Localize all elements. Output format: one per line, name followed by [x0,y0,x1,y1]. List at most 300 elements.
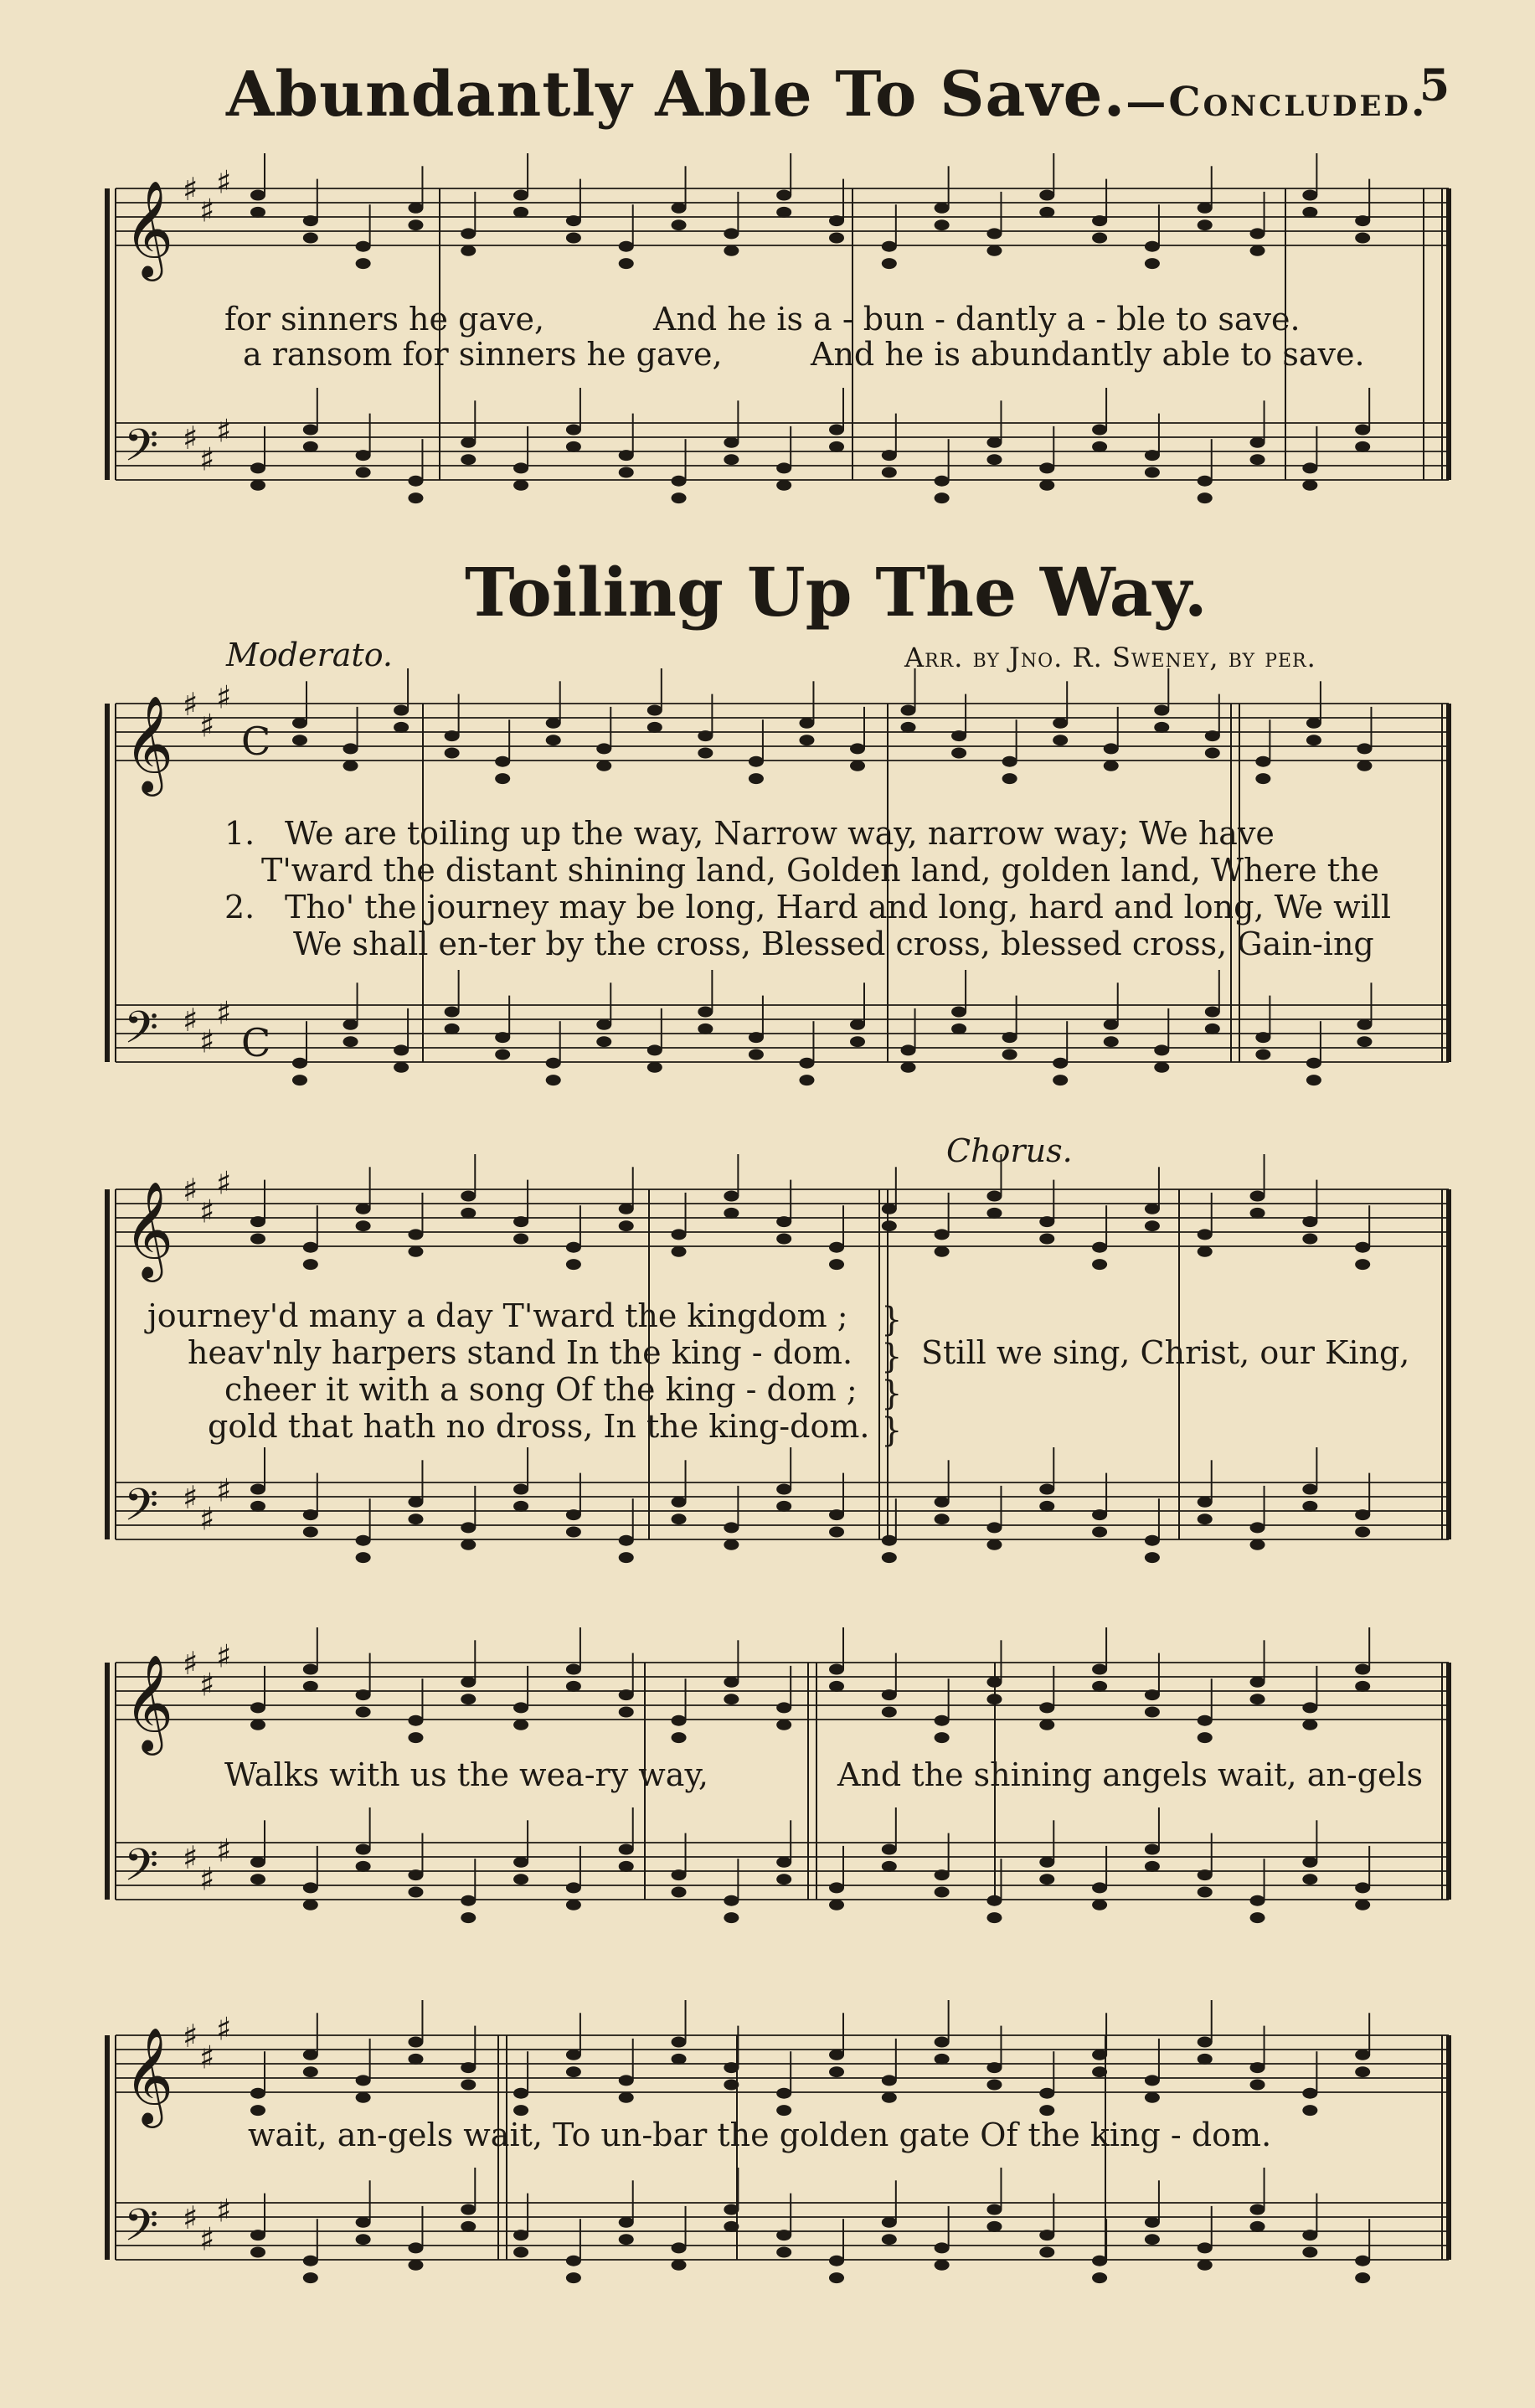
notehead [250,1216,265,1227]
notehead [1092,215,1107,226]
notehead [672,2260,687,2271]
notehead [1145,258,1160,269]
verse-brace: } [881,1411,903,1450]
arranger-credit: Arr. by Jno. R. Sweney, by per. [904,642,1316,673]
notehead [829,1509,844,1520]
notehead [1198,1715,1213,1726]
notehead [1355,2272,1370,2283]
lyric-line: heav'nly harpers stand In the king - dom. [188,1334,853,1371]
notehead [935,2037,950,2048]
notehead [1357,743,1372,754]
notehead [1145,1707,1160,1718]
notehead [986,1522,1002,1533]
notehead [1104,761,1119,771]
notehead [1355,2256,1370,2266]
notehead [461,245,476,256]
notehead [724,1191,739,1202]
notehead [1198,1887,1213,1898]
notehead [546,718,561,729]
notehead [1145,1689,1160,1700]
notehead [1002,1032,1017,1043]
notehead [566,1242,581,1253]
notehead [513,207,528,218]
notehead [1302,2230,1317,2240]
notehead [776,1720,791,1730]
notehead [596,1019,611,1030]
notehead [882,2234,897,2245]
lyric-line: And the shining angels wait, an-gels [837,1756,1424,1793]
notehead [1250,1539,1265,1550]
notehead [776,1216,791,1227]
sharp-icon: ♯ [183,1479,198,1516]
sharp-icon: ♯ [183,420,198,456]
notehead [619,1844,634,1855]
sharp-icon: ♯ [199,707,215,745]
notehead [250,2247,265,2258]
notehead [1092,1242,1107,1253]
notehead [724,454,739,465]
notehead [250,1702,265,1713]
notehead [799,735,814,745]
sharp-icon: ♯ [183,1839,198,1876]
notehead [1154,1044,1169,1055]
notehead [408,1732,423,1743]
notehead [951,748,966,759]
notehead [935,219,950,230]
notehead [1250,1522,1265,1533]
notehead [1355,215,1370,226]
previous-song-title-text: Abundantly Able To Save. [226,59,1126,131]
notehead [1039,1234,1054,1245]
notehead [1039,1720,1054,1730]
notehead [935,2260,950,2271]
lyric-line: for sinners he gave, [224,301,545,338]
notehead [1205,1024,1220,1034]
notehead [1198,1246,1213,1257]
notehead [724,437,739,448]
notehead [1145,2234,1160,2245]
notehead [566,1509,581,1520]
notehead [1154,705,1169,716]
notehead [566,441,581,452]
notehead [1355,1242,1370,1253]
notehead [1145,241,1160,252]
notehead [1092,2050,1107,2060]
notehead [1250,245,1265,256]
notehead [882,1220,897,1231]
sharp-icon: ♯ [216,412,232,450]
notehead [672,2242,687,2253]
notehead [292,1058,307,1069]
notehead [1145,2092,1160,2103]
notehead [250,1857,265,1868]
notehead [1145,2217,1160,2228]
notehead [303,2066,318,2077]
notehead [776,207,791,218]
notehead [986,1208,1002,1219]
notehead [1250,1191,1265,1202]
notehead [1250,1694,1265,1704]
notehead [882,2075,897,2086]
notehead [1250,1208,1265,1219]
notehead [1198,1513,1213,1524]
notehead [619,2075,634,2086]
sharp-icon: ♯ [199,2039,215,2076]
notehead [513,190,528,201]
notehead [724,2080,739,2091]
lyric-line: gold that hath no dross, In the king-dom. [208,1408,870,1445]
notehead [1198,2037,1213,2048]
notehead [1198,219,1213,230]
notehead [672,492,687,503]
notehead [1302,1720,1317,1730]
notehead [1355,1527,1370,1538]
notehead [935,1869,950,1880]
notehead [647,1044,662,1055]
notehead [1255,756,1270,767]
notehead [951,730,966,741]
notehead [935,1715,950,1726]
notehead [724,2204,739,2215]
notehead [776,190,791,201]
notehead [1250,2221,1265,2232]
notehead [829,1681,844,1692]
notehead [250,1234,265,1245]
notehead [408,1887,423,1898]
common-time-icon: C [241,719,271,764]
notehead [1053,1058,1068,1069]
notehead [461,1694,476,1704]
notehead [829,215,844,226]
notehead [596,761,611,771]
notehead [356,450,371,461]
notehead [1039,480,1054,491]
notehead [250,462,265,473]
notehead [829,233,844,244]
notehead [619,2234,634,2245]
notehead [935,476,950,487]
notehead [882,241,897,252]
notehead [1250,1677,1265,1688]
notehead [1104,1019,1119,1030]
notehead [672,1732,687,1743]
notehead [461,1895,476,1906]
notehead [461,2080,476,2091]
treble-clef-icon: 𝄞 [124,179,174,277]
notehead [596,1036,611,1047]
bass-clef-icon: 𝄢 [124,420,159,482]
notehead [356,2075,371,2086]
notehead [776,462,791,473]
notehead [986,2080,1002,2091]
treble-clef-icon: 𝄞 [124,694,174,792]
notehead [749,1049,764,1060]
notehead [566,2256,581,2266]
lyric-line: Tho' the journey may be long, Hard and long, hard and long, We will [285,889,1392,926]
notehead [935,1513,950,1524]
notehead [596,743,611,754]
lyric-line: T'ward the distant shining land, Golden land, golden land, Where the [261,852,1379,889]
notehead [850,743,865,754]
notehead [356,2234,371,2245]
notehead [672,1497,687,1508]
notehead [619,2217,634,2228]
verse-brace: } [881,1374,903,1413]
notehead [882,2217,897,2228]
notehead [303,215,318,226]
notehead [250,480,265,491]
notehead [647,1062,662,1073]
notehead [356,1552,371,1563]
notehead [408,476,423,487]
notehead [513,1702,528,1713]
notehead [566,425,581,436]
notehead [513,2247,528,2258]
notehead [882,1707,897,1718]
notehead [1039,2230,1054,2240]
sharp-icon: ♯ [216,994,232,1032]
notehead [986,1191,1002,1202]
notehead [394,722,409,733]
notehead [250,1484,265,1495]
notehead [250,190,265,201]
notehead [1154,1062,1169,1073]
notehead [1145,1535,1160,1546]
notehead [356,1204,371,1214]
notehead [776,2088,791,2099]
notehead [1355,2066,1370,2077]
notehead [1039,207,1054,218]
notehead [513,2088,528,2099]
notehead [672,2054,687,2065]
notehead [1355,1664,1370,1675]
notehead [986,1895,1002,1906]
notehead [461,454,476,465]
notehead [951,1007,966,1018]
sharp-icon: ♯ [199,441,215,478]
notehead [408,1869,423,1880]
notehead [935,2054,950,2065]
notehead [619,1707,634,1718]
notehead [408,1229,423,1240]
notehead [461,2221,476,2232]
sharp-icon: ♯ [216,1472,232,1509]
notehead [513,2105,528,2116]
notehead [1198,2054,1213,2065]
notehead [935,1246,950,1257]
notehead [724,1208,739,1219]
chorus-label: Chorus. [946,1132,1073,1169]
notehead [619,467,634,478]
notehead [566,1259,581,1270]
treble-clef-icon: 𝄞 [124,2026,174,2124]
notehead [749,1032,764,1043]
notehead [356,1707,371,1718]
notehead [672,476,687,487]
notehead [776,480,791,491]
notehead [829,1527,844,1538]
page-number: 5 [1419,60,1450,111]
notehead [829,1664,844,1675]
sharp-icon: ♯ [199,192,215,229]
notehead [1092,1664,1107,1675]
notehead [776,2247,791,2258]
notehead [292,735,307,745]
sharp-icon: ♯ [199,1860,215,1898]
notehead [1306,1075,1321,1085]
notehead [619,1220,634,1231]
notehead [1302,2247,1317,2258]
notehead [901,1062,916,1073]
notehead [1302,2105,1317,2116]
notehead [619,258,634,269]
notehead [303,441,318,452]
notehead [566,2066,581,2077]
notehead [672,219,687,230]
notehead [951,1024,966,1034]
notehead [1198,492,1213,503]
notehead [1198,203,1213,214]
treble-clef-icon: 𝄞 [124,1653,174,1751]
notehead [986,2221,1002,2232]
notehead [408,1246,423,1257]
notehead [461,1522,476,1533]
notehead [799,1075,814,1085]
notehead [986,1912,1002,1923]
notehead [1302,2088,1317,2099]
notehead [303,1900,318,1910]
notehead [566,1882,581,1893]
notehead [356,1689,371,1700]
notehead [1039,190,1054,201]
notehead [619,1552,634,1563]
notehead [1145,2075,1160,2086]
notehead [495,1049,510,1060]
notehead [566,1664,581,1675]
notehead [776,1501,791,1512]
notehead [1302,1501,1317,1512]
notehead [1355,2050,1370,2060]
notehead [698,1007,713,1018]
notehead [882,467,897,478]
notehead [303,2272,318,2283]
notehead [1255,1049,1270,1060]
sharp-icon: ♯ [216,2010,232,2048]
notehead [1092,1527,1107,1538]
notehead [829,2272,844,2283]
notehead [935,492,950,503]
common-time-icon: C [241,1020,271,1065]
sharp-icon: ♯ [216,1164,232,1202]
notehead [619,450,634,461]
notehead [1255,773,1270,784]
notehead [408,492,423,503]
sharp-icon: ♯ [216,163,232,201]
notehead [356,1220,371,1231]
notehead [1357,1019,1372,1030]
notehead [1053,1075,1068,1085]
notehead [672,1715,687,1726]
notehead [882,1204,897,1214]
notehead [1302,190,1317,201]
tempo-marking: Moderato. [226,637,393,673]
notehead [882,2092,897,2103]
notehead [1154,722,1169,733]
notehead [1039,1501,1054,1512]
notehead [566,215,581,226]
bass-clef-icon: 𝄢 [124,1003,159,1065]
notehead [776,1874,791,1885]
notehead [445,1024,460,1034]
notehead [724,2062,739,2073]
bass-clef-icon: 𝄢 [124,1840,159,1902]
notehead [1355,1259,1370,1270]
notehead [749,756,764,767]
notehead [1355,441,1370,452]
notehead [986,245,1002,256]
notehead [343,1019,358,1030]
notehead [1104,1036,1119,1047]
notehead [1002,1049,1017,1060]
notehead [461,1912,476,1923]
notehead [724,1895,739,1906]
notehead [619,1204,634,1214]
notehead [461,437,476,448]
notehead [829,2256,844,2266]
notehead [724,1677,739,1688]
notehead [698,1024,713,1034]
bass-clef-icon: 𝄢 [124,1480,159,1542]
notehead [776,1484,791,1495]
verse-number: 2. [224,889,255,926]
notehead [343,1036,358,1047]
notehead [303,1242,318,1253]
notehead [250,2230,265,2240]
notehead [445,1007,460,1018]
notehead [513,1720,528,1730]
notehead [546,1058,561,1069]
verse-brace: } [881,1301,903,1339]
notehead [1250,2204,1265,2215]
notehead [1250,437,1265,448]
notehead [1355,1509,1370,1520]
notehead [619,2092,634,2103]
notehead [408,1715,423,1726]
notehead [1255,1032,1270,1043]
notehead [986,1677,1002,1688]
notehead [901,722,916,733]
notehead [1092,2272,1107,2283]
notehead [495,1032,510,1043]
notehead [303,2050,318,2060]
notehead [901,705,916,716]
sharp-icon: ♯ [183,1002,198,1039]
notehead [882,1844,897,1855]
notehead [461,228,476,239]
notehead [566,2272,581,2283]
notehead [829,1900,844,1910]
notehead [1198,1497,1213,1508]
notehead [935,1497,950,1508]
sharp-icon: ♯ [199,1193,215,1230]
notehead [986,437,1002,448]
notehead [1302,462,1317,473]
notehead [829,441,844,452]
notehead [1198,1229,1213,1240]
notehead [408,219,423,230]
notehead [566,1900,581,1910]
notehead [1198,1732,1213,1743]
